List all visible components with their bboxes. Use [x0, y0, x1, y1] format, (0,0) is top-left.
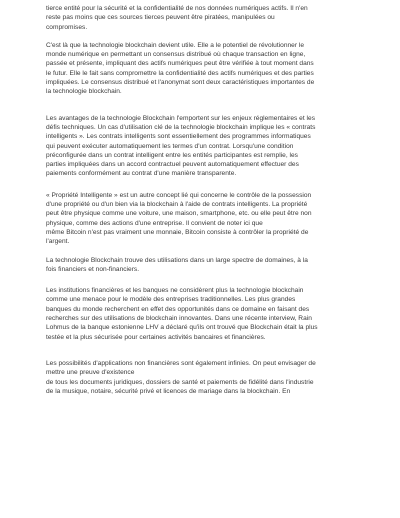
paragraph-4: « Propriété Intelligente » est un autre concept lié qui concerne le contrôle de la possession d'une propriété ou d'un bien via la blockchain à l'aide de contrats intelligents. La propriété peut être physique comme une voiture, une maison, smartphone, etc. ou elle peut être non physique, comme des actions d'une entreprise. Il convient de noter ici que même Bitcoin n'est pas vraiment une monnaie, Bitcoin consiste à contrôler la propriété de l'argent. [46, 191, 312, 246]
paragraph-spacer [46, 32, 354, 41]
paragraph-spacer [46, 274, 354, 286]
paragraph-6: Les institutions financières et les banques ne considèrent plus la technologie blockchain comme une menace pour le modèle des entreprises traditionnelles. Les plus grandes banques du monde recherchent en effet des opportunités dans ce domaine en faisant des recherches sur des utilisations de blockchain innovantes. Dans une récente interview, Rain Lohmus de la banque estonienne LHV a déclaré qu'ils ont trouvé que Blockchain était la plus testée et la plus sécurisée pour certaines activités bancaires et financières. [46, 287, 318, 341]
paragraph-spacer [46, 247, 354, 256]
paragraph-spacer [46, 97, 354, 114]
paragraph-5: La technologie Blockchain trouve des utilisations dans un large spectre de domaines, à la fois financiers et non-financiers. [46, 256, 308, 273]
paragraph-spacer [46, 179, 354, 191]
paragraph-7: Les possibilités d'applications non financières sont également infinies. On peut envisager de mettre une preuve d'existence de tous les documents juridiques, dossiers de santé et paiements de fidélité dans l'industrie de la musique, notaire, sécurité privé et licences de mariage dans la blockchain. En [46, 359, 316, 395]
paragraph-1: tierce entité pour la sécurité et la confidentialité de nos données numériques actifs. Il n'en reste pas moins que ces sources tierces peuvent être piratées, manipulées ou compromises. [46, 5, 308, 31]
paragraph-2: C'est là que la technologie blockchain devient utile. Elle a le potentiel de révolutionner le monde numérique en permettant un consensus distribué où chaque transaction en ligne, passée et présente, impliquant des actifs numériques peut être vérifiée à tout moment dans le futur. Elle le fait sans compromettre la confidentialité des actifs numériques et des parties impliquées. Le consensus distribué et l'anonymat sont deux caractéristiques importantes de la technologie blockchain. [46, 41, 315, 96]
paragraph-spacer [46, 342, 354, 359]
paragraph-3: Les avantages de la technologie Blockchain l'emportent sur les enjeux réglementaires et les défis techniques. Un cas d'utilisation clé de la technologie blockchain implique les « contrats intelligents ». Les contrats intelligents sont essentiellement des programmes informatiques qui peuvent exécuter automatiquement les termes d'un contrat. Lorsqu'une condition préconfigurée dans un contrat intelligent entre les entités participantes est remplie, les parties impliquées dans un accord contractuel peuvent automatiquement effectuer des paiements conformément au contrat d'une manière transparente. [46, 114, 316, 178]
